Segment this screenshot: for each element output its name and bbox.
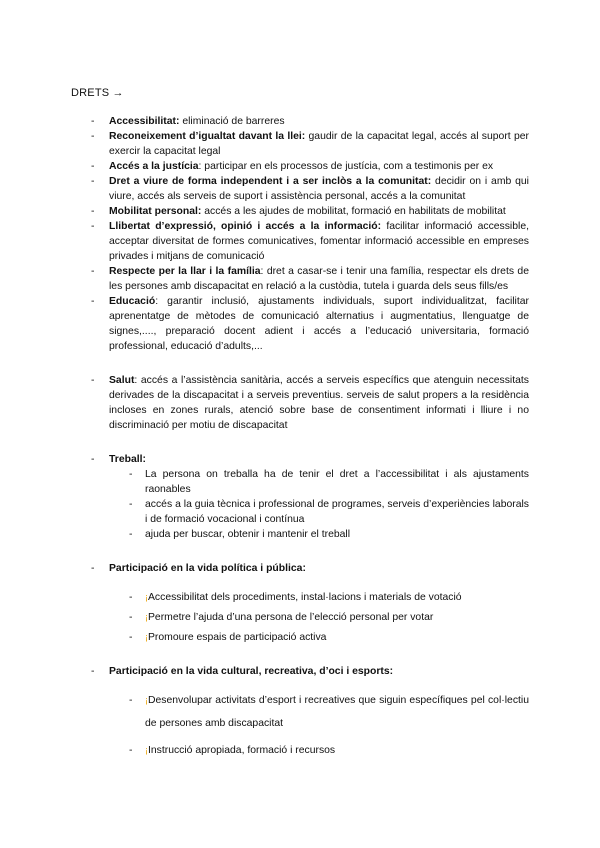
page-heading: DRETS → [71,87,124,99]
item-text: gaudir de la capacitat legal, accés al suport per exercir la capacitat legal [109,131,529,157]
item-title: Llibertat d’expressió, opinió i accés a la informació: [109,221,382,232]
marker-glyph: ¡ [145,612,148,622]
sublist-text: Promoure espais de participació activa [148,632,327,643]
list-item [91,159,529,174]
item-title: Respecte per la llar i la família [109,266,261,277]
list-item [91,204,529,219]
list-item [91,219,529,264]
item-title: Accés a la justícia [109,161,199,172]
item-title: Dret a viure de forma independent i a ser inclòs a la comunitat: [109,176,432,187]
sublist-item [109,630,529,645]
item-text: : participar en els processos de justícia, com a testimonis per ex [198,161,494,172]
sublist-item [109,610,529,625]
section-participacio-politica [91,561,529,645]
list-item [91,129,529,159]
sublist-text: Accessibilitat dels procediments, instal·lacions i materials de votació [148,592,462,603]
list-item [91,174,529,204]
item-text: eliminació de barreres [179,116,285,127]
sublist [109,689,529,762]
item-title: Mobilitat personal: [109,206,202,217]
rights-list [91,114,529,762]
section-title: Participació en la vida cultural, recreativa, d’oci i esports: [109,666,394,677]
item-text: : accés a l’assistència sanitària, accés a serveis específics que atenguin necessitats derivades de la discapacitat i a serveis preventius. serveis de salut propers a la residència incloses en zones rurals, atenció sobre base de consentiment informati i lliure i no discriminació per motiu de discapacitat [109,375,529,431]
sublist-item: - accés a la guia tècnica i professional de programes, serveis d’experiències laborals i de formació vocacional i contínua [109,497,529,527]
item-title: Salut [109,375,135,386]
list-item [91,294,529,354]
item-text: : garantir inclusió, ajustaments individuals, suport individualitzat, facilitar aprenentatge de mètodes de comunicació alternatius i augmentatius, llenguatge de signes,...., preparació docent adient i accés a l’educació universitaria, formació professional, educació d’adults,... [109,296,529,352]
item-text: decidir on i amb qui viure, accés als serveis de suport i assistència personal, accés a la comunitat [109,176,529,202]
marker-glyph: ¡ [145,745,148,755]
item-title: Educació [109,296,156,307]
section-treball [91,452,529,542]
item-text: facilitar informació accessible, acceptar diversitat de formes comunicatives, fomentar informació accessible en empreses privades i mitjans de comunicació [109,221,529,262]
item-text: accés a les ajudes de mobilitat, formació en habilitats de mobilitat [201,206,506,217]
sublist-item [109,689,529,735]
section-title: Treball: [109,454,146,465]
item-title: Reconeixement d’igualtat davant la llei: [109,131,306,142]
marker-glyph: ¡ [145,632,148,642]
sublist [109,590,529,645]
sublist-text: Instrucció apropiada, formació i recursos [148,745,336,756]
list-item [91,373,529,433]
sublist [109,467,529,542]
item-text: : dret a casar-se i tenir una família, respectar els drets de les persones amb discapacitat en relació a la custòdia, tutela i guarda dels seus fills/es [109,266,529,292]
list-item [91,264,529,294]
sublist-item: - ajuda per buscar, obtenir i mantenir el treball [109,527,529,542]
sublist-item: - La persona on treballa ha de tenir el dret a l’accessibilitat i als ajustaments raonables [109,467,529,497]
section-participacio-cultural [91,664,529,762]
sublist-text: Desenvolupar activitats d’esport i recreatives que siguin específiques pel col·lectiu de persones amb discapacitat [145,695,529,729]
sublist-item [109,590,529,605]
item-title: Accessibilitat: [109,116,180,127]
sublist-item [109,739,529,762]
marker-glyph: ¡ [145,695,148,705]
marker-glyph: ¡ [145,592,148,602]
section-title: Participació en la vida política i pública: [109,563,306,574]
list-item [91,114,529,129]
sublist-text: Permetre l’ajuda d’una persona de l’elecció personal per votar [148,612,434,623]
